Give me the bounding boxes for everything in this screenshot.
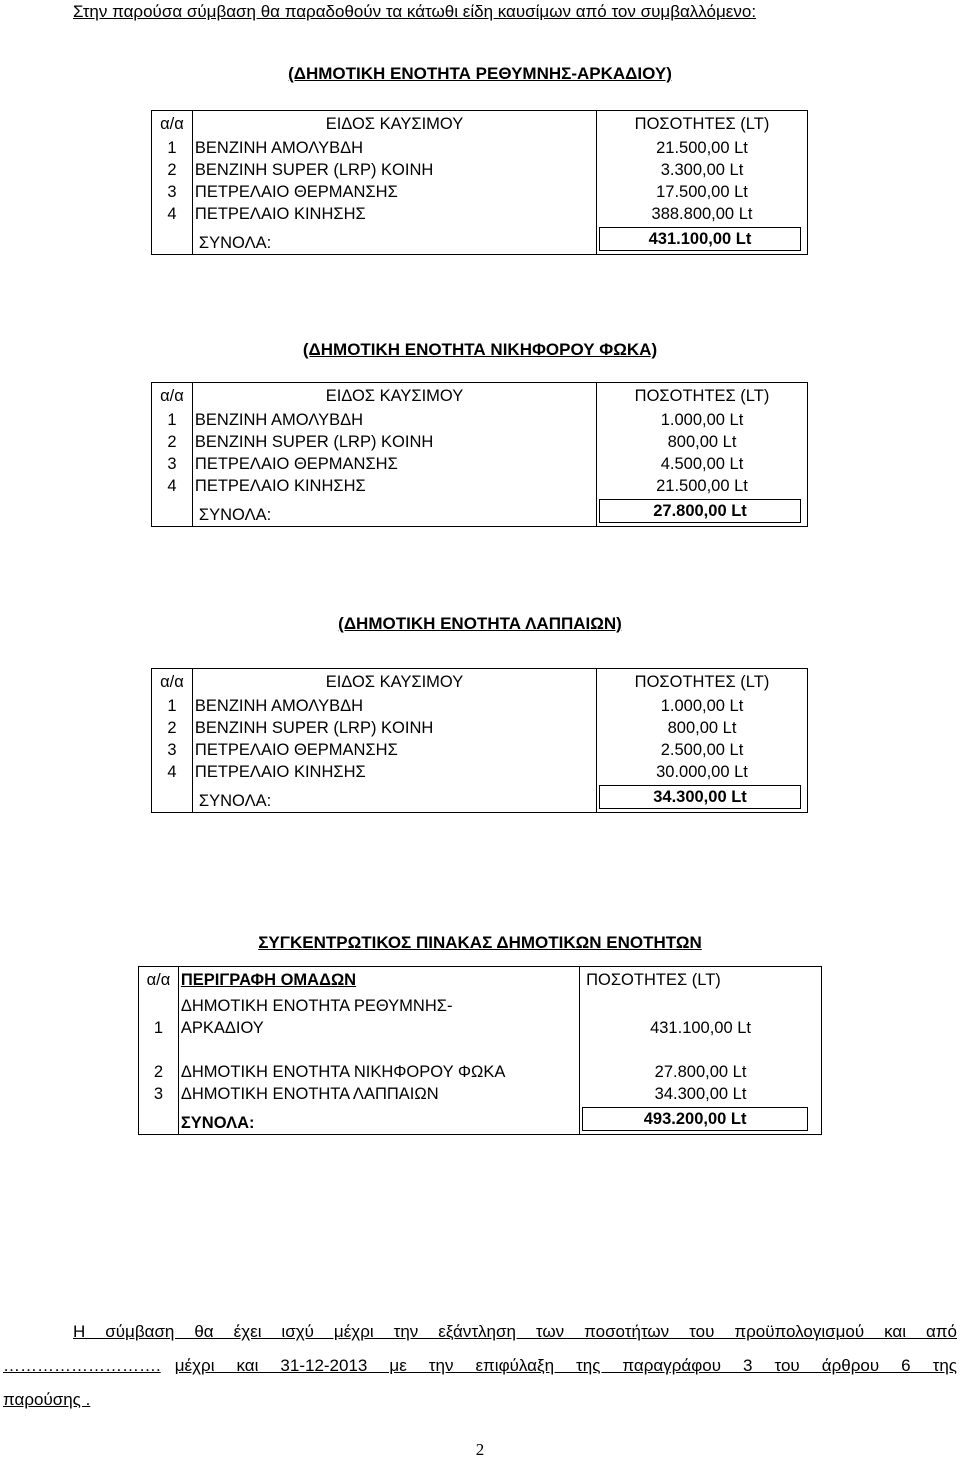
summary-table: [138, 966, 822, 1135]
row-quantity: 30.000,00 Lt: [597, 761, 808, 783]
row-number: 2: [152, 159, 193, 181]
fuel-row: [152, 695, 808, 717]
row-quantity: 2.500,00 Lt: [597, 739, 808, 761]
header-fuel-type: ΕΙΔΟΣ ΚΑΥΣΙΜΟΥ: [192, 669, 596, 696]
summary-row-desc-line2: ΑΡΚΑΔΙΟΥ: [180, 1019, 264, 1037]
summary-row-num: 2: [139, 1061, 179, 1083]
header-quantities: ΠΟΣΟΤΗΤΕΣ (LT): [597, 669, 808, 696]
footer-dots: ……………………….: [3, 1356, 161, 1375]
header-quantities: ΠΟΣΟΤΗΤΕΣ (LT): [597, 383, 808, 410]
row-quantity: 1.000,00 Lt: [597, 409, 808, 431]
row-fuel-type: ΠΕΤΡΕΛΑΙΟ ΚΙΝΗΣΗΣ: [192, 475, 596, 497]
row-number: 4: [152, 761, 193, 783]
totals-value: 34.300,00 Lt: [599, 785, 801, 809]
footer-line-3: παρούσης .: [3, 1390, 91, 1409]
fuel-table: [151, 668, 808, 813]
row-fuel-type: ΠΕΤΡΕΛΑΙΟ ΚΙΝΗΣΗΣ: [192, 203, 596, 225]
row-number: 2: [152, 431, 193, 453]
row-fuel-type: BENZINH SUPER (LRP) KOINH: [192, 431, 596, 453]
totals-value: 27.800,00 Lt: [599, 499, 801, 523]
summary-total-value: 493.200,00 Lt: [582, 1107, 808, 1131]
section-title: (ΔΗΜΟΤΙΚΗ ΕΝΟΤΗΤΑ ΛΑΠΠΑΙΩΝ): [338, 614, 622, 633]
summary-row-desc: ΔΗΜΟΤΙΚΗ ΕΝΟΤΗΤΑ ΛΑΠΠΑΙΩΝ: [178, 1083, 579, 1105]
summary-row-desc-line1: ΔΗΜΟΤΙΚΗ ΕΝΟΤΗΤΑ ΡΕΘΥΜΝΗΣ-: [180, 997, 453, 1015]
fuel-row: [152, 475, 808, 497]
fuel-table: [151, 110, 808, 255]
summary-row-num: 3: [139, 1083, 179, 1105]
header-aa: α/α: [152, 669, 193, 696]
header-fuel-type: ΕΙΔΟΣ ΚΑΥΣΙΜΟΥ: [192, 111, 596, 138]
row-fuel-type: BENZINH SUPER (LRP) KOINH: [192, 159, 596, 181]
fuel-row: [152, 717, 808, 739]
summary-row: [139, 1061, 822, 1083]
fuel-row: [152, 159, 808, 181]
row-quantity: 17.500,00 Lt: [597, 181, 808, 203]
summary-header-qty: ΠΟΣΟΤΗΤΕΣ (LT): [580, 967, 822, 994]
row-fuel-type: ΒΕΝΖΙΝΗ ΑΜΟΛΥΒΔΗ: [192, 137, 596, 159]
row-quantity: 388.800,00 Lt: [597, 203, 808, 225]
fuel-row: [152, 431, 808, 453]
totals-value: 431.100,00 Lt: [599, 227, 801, 251]
header-aa: α/α: [152, 111, 193, 138]
row-quantity: 4.500,00 Lt: [597, 453, 808, 475]
fuel-row: [152, 453, 808, 475]
row-fuel-type: ΠΕΤΡΕΛΑΙΟ ΘΕΡΜΑΝΣΗΣ: [192, 453, 596, 475]
footer-line-2: μέχρι και 31-12-2013 με την επιφύλαξη της παραγράφου 3 του άρθρου 6 της: [174, 1356, 957, 1375]
header-quantities: ΠΟΣΟΤΗΤΕΣ (LT): [597, 111, 808, 138]
row-number: 4: [152, 203, 193, 225]
summary-row-qty: 34.300,00 Lt: [580, 1083, 822, 1105]
row-number: 3: [152, 181, 193, 203]
summary-row: [139, 1083, 822, 1105]
totals-label: ΣΥΝΟΛΑ:: [192, 783, 596, 813]
fuel-row: [152, 203, 808, 225]
summary-header-aa: α/α: [139, 967, 179, 994]
summary-total-label: ΣΥΝΟΛΑ:: [178, 1105, 579, 1135]
header-aa: α/α: [152, 383, 193, 410]
footer-line-1: Η σύμβαση θα έχει ισχύ μέχρι την εξάντληση των ποσοτήτων του προϋπολογισμού και από: [73, 1322, 957, 1341]
row-quantity: 21.500,00 Lt: [597, 137, 808, 159]
row-fuel-type: ΠΕΤΡΕΛΑΙΟ ΘΕΡΜΑΝΣΗΣ: [192, 181, 596, 203]
row-number: 2: [152, 717, 193, 739]
section-title: (ΔΗΜΟΤΙΚΗ ΕΝΟΤΗΤΑ ΡΕΘΥΜΝΗΣ-ΑΡΚΑΔΙΟΥ): [288, 64, 672, 83]
summary-row-qty: 27.800,00 Lt: [580, 1061, 822, 1083]
row-quantity: 3.300,00 Lt: [597, 159, 808, 181]
summary-row-num: 1: [139, 993, 179, 1039]
fuel-row: [152, 739, 808, 761]
page-number: 2: [475, 1440, 485, 1459]
row-fuel-type: ΠΕΤΡΕΛΑΙΟ ΚΙΝΗΣΗΣ: [192, 761, 596, 783]
intro-text: Στην παρούσα σύμβαση θα παραδοθούν τα κάτωθι είδη καυσίμων από τον συμβαλλόμενο:: [73, 2, 757, 21]
row-number: 3: [152, 739, 193, 761]
totals-label: ΣΥΝΟΛΑ:: [192, 225, 596, 255]
fuel-table: [151, 382, 808, 527]
row-fuel-type: BENZINH SUPER (LRP) KOINH: [192, 717, 596, 739]
row-quantity: 800,00 Lt: [597, 431, 808, 453]
row-fuel-type: ΠΕΤΡΕΛΑΙΟ ΘΕΡΜΑΝΣΗΣ: [192, 739, 596, 761]
row-number: 1: [152, 137, 193, 159]
header-fuel-type: ΕΙΔΟΣ ΚΑΥΣΙΜΟΥ: [192, 383, 596, 410]
row-number: 1: [152, 695, 193, 717]
summary-header-desc: ΠΕΡΙΓΡΑΦΗ ΟΜΑΔΩΝ: [178, 967, 579, 994]
row-number: 3: [152, 453, 193, 475]
fuel-row: [152, 181, 808, 203]
row-fuel-type: ΒΕΝΖΙΝΗ ΑΜΟΛΥΒΔΗ: [192, 409, 596, 431]
section-title: (ΔΗΜΟΤΙΚΗ ΕΝΟΤΗΤΑ ΝΙΚΗΦΟΡΟΥ ΦΩΚΑ): [302, 340, 658, 359]
summary-title: ΣΥΓΚΕΝΤΡΩΤΙΚΟΣ ΠΙΝΑΚΑΣ ΔΗΜΟΤΙΚΩΝ ΕΝΟΤΗΤΩΝ: [258, 933, 702, 952]
summary-row: [139, 993, 822, 1039]
row-quantity: 21.500,00 Lt: [597, 475, 808, 497]
summary-row-desc: ΔΗΜΟΤΙΚΗ ΕΝΟΤΗΤΑ ΝΙΚΗΦΟΡΟΥ ΦΩΚΑ: [178, 1061, 579, 1083]
row-fuel-type: ΒΕΝΖΙΝΗ ΑΜΟΛΥΒΔΗ: [192, 695, 596, 717]
fuel-row: [152, 137, 808, 159]
totals-label: ΣΥΝΟΛΑ:: [192, 497, 596, 527]
summary-row-qty: 431.100,00 Lt: [580, 993, 822, 1039]
row-quantity: 1.000,00 Lt: [597, 695, 808, 717]
row-quantity: 800,00 Lt: [597, 717, 808, 739]
fuel-row: [152, 761, 808, 783]
fuel-row: [152, 409, 808, 431]
row-number: 4: [152, 475, 193, 497]
row-number: 1: [152, 409, 193, 431]
